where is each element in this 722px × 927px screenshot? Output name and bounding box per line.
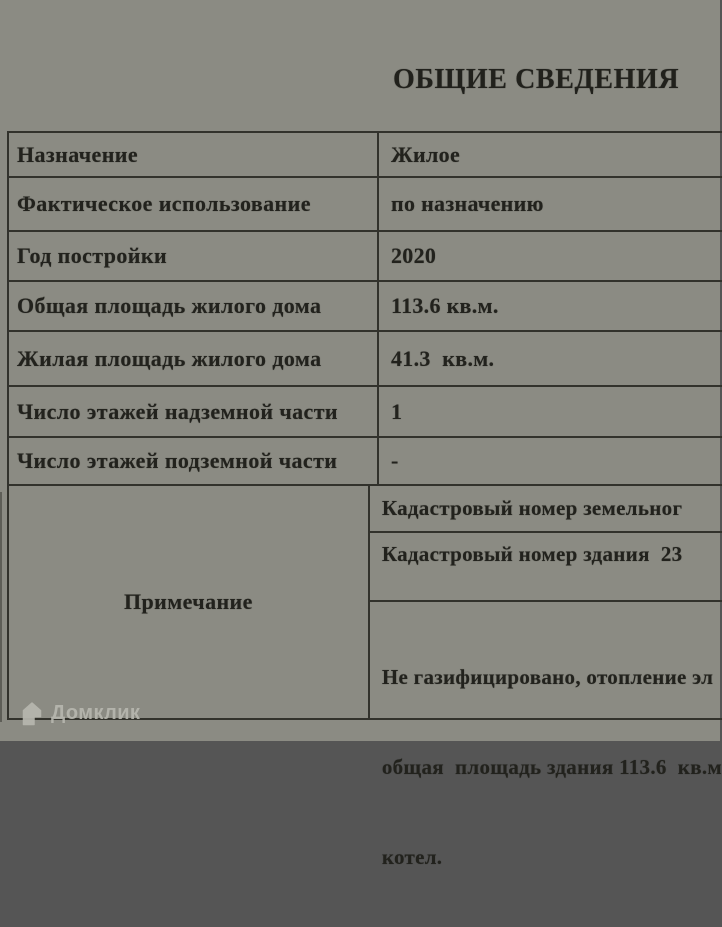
row-label: Фактическое использование	[9, 178, 379, 230]
note-line-cadastral-building: Кадастровый номер здания 23	[370, 533, 722, 602]
paper-edge-line	[0, 492, 2, 722]
table-row	[9, 438, 722, 486]
row-label: Жилая площадь жилого дома	[9, 332, 379, 385]
row-label: Число этажей подземной части	[9, 438, 379, 484]
table-row	[9, 133, 722, 178]
table-row	[9, 332, 722, 387]
note-row	[9, 486, 722, 869]
general-info-table	[7, 131, 722, 869]
domclick-house-icon	[20, 700, 44, 726]
row-value: 2020	[391, 243, 437, 268]
row-label: Число этажей надземной части	[9, 387, 379, 436]
row-label: Год постройки	[9, 232, 379, 280]
domclick-watermark	[20, 697, 140, 729]
note-text-line: Не газифицировано, отопление эл	[381, 665, 714, 689]
note-text-line: котел.	[381, 845, 443, 869]
table-row	[9, 232, 722, 282]
note-content	[370, 486, 722, 869]
page-title: ОБЩИЕ СВЕДЕНИЯ	[393, 64, 680, 95]
note-line-heating	[370, 602, 722, 869]
row-value: 1	[391, 398, 403, 424]
table-row	[9, 178, 722, 232]
row-value: Жилое	[391, 141, 461, 167]
table-row	[9, 282, 722, 332]
watermark-label: Домклик	[51, 701, 141, 724]
row-value: по назначению	[391, 191, 544, 216]
row-label: Назначение	[9, 133, 379, 176]
row-value: -	[391, 448, 399, 473]
row-value: 113.6 кв.м.	[391, 293, 499, 318]
note-text-line: общая площадь здания 113.6 кв.м	[381, 755, 722, 779]
note-label: Примечание	[9, 486, 370, 718]
note-line-cadastral-land: Кадастровый номер земельног	[370, 486, 722, 533]
row-label: Общая площадь жилого дома	[9, 282, 379, 330]
row-value: 41.3 кв.м.	[391, 345, 495, 371]
table-row	[9, 387, 722, 438]
